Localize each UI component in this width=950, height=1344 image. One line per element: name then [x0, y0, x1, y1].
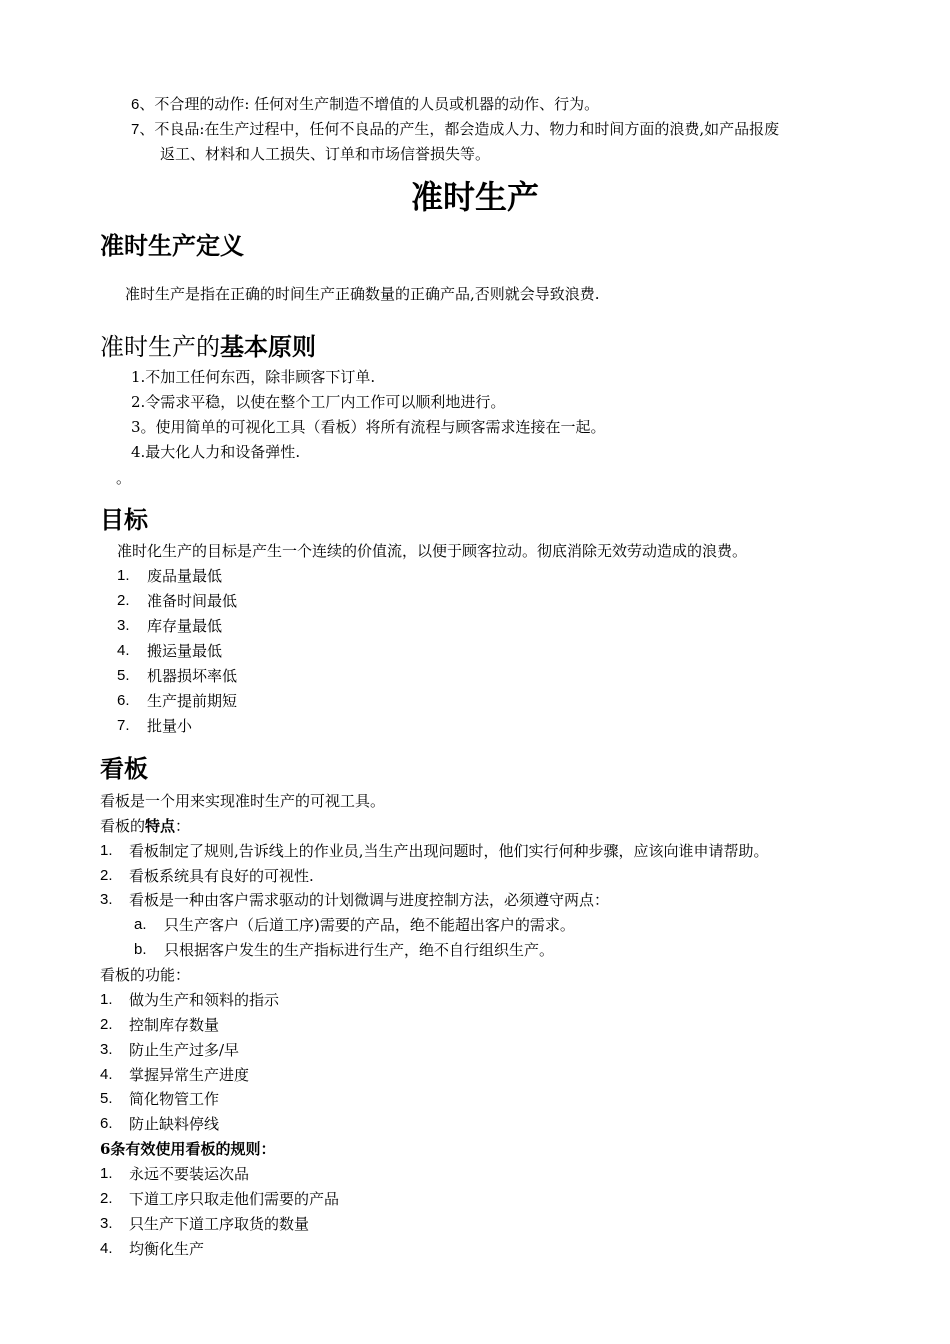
- page-title: 准时生产: [410, 178, 539, 216]
- kanban-features-label: 看板的特点：: [100, 817, 191, 835]
- principles-trailing-mark: 。: [116, 469, 132, 487]
- intro-item-7-text: 不良品:在生产过程中，任何不良品的产生，都会造成人力、物力和时间方面的浪费,如产品报废: [154, 120, 780, 138]
- kanban-rules-label: 6条有效使用看板的规则：: [100, 1140, 276, 1158]
- goals-intro: 准时化生产的目标是产生一个连续的价值流，以便于顾客拉动。彻底消除无效劳动造成的浪费。: [117, 542, 748, 560]
- document-page: 6、不合理的动作: 任何对生产制造不增值的人员或机器的动作、行为。 7、不良品:在生产过程中，任何不良品的产生，都会造成人力、物力和时间方面的浪费,如产品报废 返工、材料和人工损失、订单和市场信誉损失等。 准时生产 准时生产定义 准时生产是指在正确的时间生产正确数量的正确产品,否则就会导致浪费. 准时生产的基本原则 1.不加工任何东西，除非顾客下订单. 2.令需求平稳，以使在整个工厂内工作可以顺利地进行。 3。使用简单的可视化工具（看板）将所有流程与顾客需求连接在一起。 4.最大化人力和设备弹性. 。 目标 准时化生产的目标是产生一个连续的价值流，以便于顾客拉动。彻底消除无效劳动造成的浪费。 1. 废品量最低 2. 准备时间最低 3. 库存量最低 4. 搬运量最低 5. 机器损坏率低 6. 生产提前期短 7. 批量小 看板 看板是一个用来实现准时生产的可视工具。 看板的特点： 1. 看板制定了规则,告诉线上的作业员,当生产出现问题时，他们实行何种步骤，应该向谁申请帮助。 2. 看板系统具有良好的可视性. 3. 看板是一种由客户需求驱动的计划微调与进度控制方法，必须遵守两点： a. 只生产客户（后道工序)需要的产品，绝不能超出客户的需求。 b. 只根据客户发生的生产指标进行生产，绝不自行组织生产。 看板的功能： 1. 做为生产和领料的指示 2. 控制库存数量 3. 防止生产过多/早 4. 掌握异常生产进度 5. 简化物管工作 6. 防止缺料停线 6条有效使用看板的规则： 1. 永远不要装运次品 2. 下道工序只取走他们需要的产品 3. 只生产下道工序取货的数量 4. 均衡化生产: [0, 0, 950, 1344]
- intro-item-7-continued: 返工、材料和人工损失、订单和市场信誉损失等。: [160, 145, 491, 163]
- kanban-intro: 看板是一个用来实现准时生产的可视工具。: [100, 792, 386, 810]
- intro-item-6: [131, 94, 599, 115]
- definition-body: 准时生产是指在正确的时间生产正确数量的正确产品,否则就会导致浪费.: [125, 285, 600, 303]
- principle-item: 3。使用简单的可视化工具（看板）将所有流程与顾客需求连接在一起。: [131, 418, 606, 436]
- principles-heading-normal: 准时生产的: [100, 333, 220, 361]
- principles-heading-bold: 基本原则: [220, 333, 316, 361]
- intro-item-7-number: 7、: [131, 121, 155, 138]
- intro-item-6-number: 6、: [131, 96, 155, 113]
- principle-item: 1.不加工任何东西，除非顾客下订单.: [131, 368, 376, 386]
- intro-item-6-text: 不合理的动作: 任何对生产制造不增值的人员或机器的动作、行为。: [154, 95, 600, 113]
- principle-item: 2.令需求平稳，以使在整个工厂内工作可以顺利地进行。: [131, 393, 506, 411]
- kanban-heading: 看板: [100, 755, 148, 783]
- definition-heading: 准时生产定义: [100, 232, 244, 260]
- kanban-functions-label: 看板的功能：: [100, 966, 191, 984]
- principle-item: 4.最大化人力和设备弹性.: [131, 443, 301, 461]
- principles-heading: [100, 327, 316, 362]
- intro-item-7: [131, 119, 779, 140]
- goals-heading: 目标: [100, 506, 148, 534]
